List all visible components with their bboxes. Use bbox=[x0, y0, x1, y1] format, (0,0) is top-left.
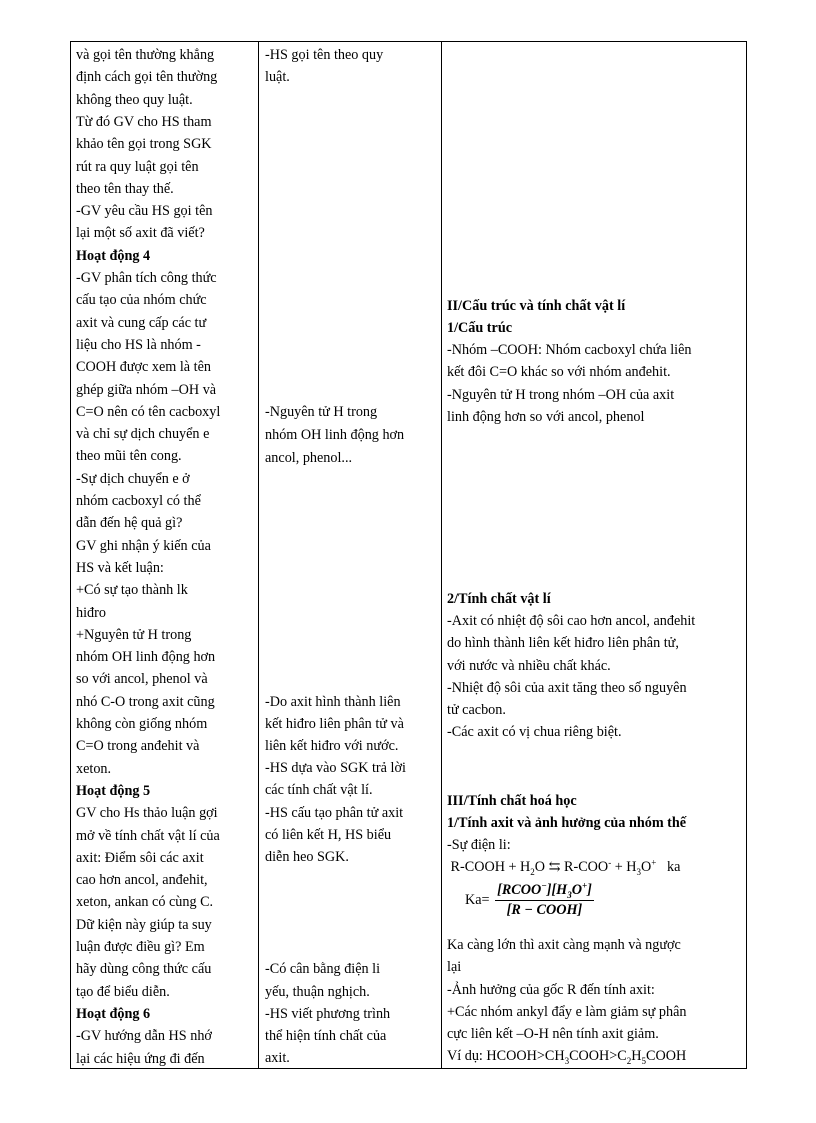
teacher-text-line: -GV phân tích công thức bbox=[76, 270, 217, 286]
teacher-text-line: HS và kết luận: bbox=[76, 559, 164, 576]
teacher-text-line: -GV hướng dẫn HS nhớ bbox=[76, 1028, 212, 1045]
content-text-line: do hình thành liên kết hiđro liên phân tử, bbox=[447, 635, 679, 651]
student-text-line: -HS dựa vào SGK trả lời bbox=[265, 760, 406, 776]
lesson-table bbox=[70, 41, 747, 1069]
teacher-text-line: -Sự dịch chuyển e ở bbox=[76, 470, 190, 487]
student-text-line: -HS gọi tên theo quy bbox=[265, 47, 384, 63]
student-activities-column bbox=[265, 42, 441, 1068]
content-text-line: tử cacbon. bbox=[447, 702, 506, 718]
teacher-text-line: xeton. bbox=[76, 760, 112, 777]
teacher-text-line: không theo quy luật. bbox=[76, 91, 193, 108]
teacher-text-line: axit và cung cấp các tư bbox=[76, 314, 207, 331]
student-text-line: axit. bbox=[265, 1050, 290, 1066]
content-text-line: kết đôi C=O khác so với nhóm anđehit. bbox=[447, 364, 671, 380]
teacher-text-line: mở về tính chất vật lí của bbox=[76, 827, 220, 844]
activity-heading: Hoạt động 4 bbox=[76, 247, 151, 264]
teacher-text-line: GV ghi nhận ý kiến của bbox=[76, 537, 211, 554]
activity-heading: Hoạt động 6 bbox=[76, 1005, 151, 1022]
activity-heading: Hoạt động 5 bbox=[76, 782, 151, 799]
content-text-line: cực liên kết –O-H nên tính axit giảm. bbox=[447, 1026, 659, 1042]
teacher-text-line: dẫn đến hệ quả gì? bbox=[76, 515, 183, 532]
teacher-text-line: GV cho Hs thảo luận gợi bbox=[76, 805, 218, 822]
content-text-line: lại bbox=[447, 959, 462, 975]
section-heading: II/Cấu trúc và tính chất vật lí bbox=[447, 298, 626, 314]
content-text-line: -Nguyên tử H trong nhóm –OH của axit bbox=[447, 387, 675, 403]
teacher-text-line: rút ra quy luật gọi tên bbox=[76, 158, 199, 175]
teacher-text-line: và gọi tên thường khẳng bbox=[76, 47, 215, 63]
teacher-text-line: COOH được xem là tên bbox=[76, 359, 211, 376]
teacher-text-line: nhóm OH linh động hơn bbox=[76, 649, 216, 666]
teacher-text-line: nhó C-O trong axit cũng bbox=[76, 693, 215, 710]
teacher-text-line: nhóm cacboxyl có thể bbox=[76, 493, 201, 509]
content-text-line: -Nhóm –COOH: Nhóm cacboxyl chứa liên bbox=[447, 342, 692, 358]
student-text-line: yếu, thuận nghịch. bbox=[265, 984, 370, 1000]
teacher-text-line: hiđro bbox=[76, 604, 106, 621]
content-text-line: -Sự điện li: bbox=[447, 837, 511, 853]
student-text-line: -Nguyên tử H trong bbox=[265, 404, 378, 420]
teacher-text-line: định cách gọi tên thường bbox=[76, 69, 218, 86]
section-heading: 1/Cấu trúc bbox=[447, 320, 513, 336]
teacher-text-line: luận được điều gì? Em bbox=[76, 939, 205, 955]
content-text-line: -Các axit có vị chua riêng biệt. bbox=[447, 724, 622, 740]
teacher-text-line: axit: Điểm sôi các axit bbox=[76, 849, 204, 866]
lesson-content-column bbox=[447, 42, 743, 1068]
student-text-line: các tính chất vật lí. bbox=[265, 782, 373, 798]
teacher-text-line: tạo để biểu diễn. bbox=[76, 983, 170, 1000]
section-heading: 1/Tính axit và ảnh hưởng của nhóm thế bbox=[447, 815, 687, 831]
teacher-text-line: +Có sự tạo thành lk bbox=[76, 582, 188, 599]
teacher-text-line: theo tên thay thế. bbox=[76, 180, 174, 197]
student-text-line: -Có cân bằng điện li bbox=[265, 961, 381, 977]
student-text-line: có liên kết H, HS biểu bbox=[265, 827, 392, 843]
student-text-line: -HS cấu tạo phân tử axit bbox=[265, 805, 404, 821]
teacher-text-line: so với ancol, phenol và bbox=[76, 671, 208, 688]
ionization-equation: R-COOH + $H_2O$ ⇆ $R-COO^- + H_3O^+$ ka bbox=[450, 857, 681, 877]
acid-strength-example: Ví dụ: $HCOOH>CH_3COOH>C_2H_5COOH$ bbox=[447, 1048, 687, 1066]
teacher-text-line: +Nguyên tử H trong bbox=[76, 626, 192, 643]
teacher-text-line: ghép giữa nhóm –OH và bbox=[76, 381, 217, 398]
teacher-text-line: Từ đó GV cho HS tham bbox=[76, 113, 212, 130]
teacher-text-line: lại một số axit đã viết? bbox=[76, 225, 205, 242]
content-text-line: linh động hơn so với ancol, phenol bbox=[447, 409, 645, 425]
student-text-line: ancol, phenol... bbox=[265, 450, 353, 466]
teacher-text-line: hãy dùng công thức cấu bbox=[76, 961, 212, 978]
teacher-text-line: theo mũi tên cong. bbox=[76, 448, 182, 465]
content-text-line: +Các nhóm ankyl đẩy e làm giảm sự phân bbox=[447, 1004, 687, 1020]
student-text-line: thể hiện tính chất của bbox=[265, 1028, 387, 1044]
student-text-line: diễn heo SGK. bbox=[265, 849, 349, 865]
student-text-line: kết hiđro liên phân tử và bbox=[265, 716, 404, 732]
teacher-activities-column bbox=[76, 42, 256, 1068]
student-text-line: liên kết hiđro với nước. bbox=[265, 738, 399, 754]
teacher-text-line: khảo tên gọi trong SGK bbox=[76, 136, 212, 153]
student-text-line: -Do axit hình thành liên bbox=[265, 694, 401, 710]
column-divider-1 bbox=[258, 42, 259, 1068]
column-divider-2 bbox=[441, 42, 442, 1068]
student-text-line: nhóm OH linh động hơn bbox=[265, 427, 405, 443]
teacher-text-line: cấu tạo của nhóm chức bbox=[76, 292, 207, 309]
teacher-text-line: xeton, ankan có cùng C. bbox=[76, 894, 214, 911]
section-heading: III/Tính chất hoá học bbox=[447, 793, 577, 809]
teacher-text-line: liệu cho HS là nhóm - bbox=[76, 336, 201, 353]
content-text-line: -Ảnh hưởng của gốc R đến tính axit: bbox=[447, 982, 655, 998]
teacher-text-line: lại các hiệu ứng đi đến bbox=[76, 1050, 205, 1067]
teacher-text-line: C=O trong anđehit và bbox=[76, 738, 200, 755]
content-text-line: -Nhiệt độ sôi của axit tăng theo số nguyên bbox=[447, 680, 687, 696]
content-text-line: Ka càng lớn thì axit càng mạnh và ngược bbox=[447, 937, 681, 953]
ka-formula: Ka= $\frac{[RCOO^-][H_3O^+]}{\text{[R − COOH]}}$ bbox=[465, 880, 592, 918]
student-text-line: -HS viết phương trình bbox=[265, 1006, 391, 1022]
section-heading: 2/Tính chất vật lí bbox=[447, 591, 551, 607]
teacher-text-line: cao hơn ancol, anđehit, bbox=[76, 872, 208, 889]
student-text-line: luật. bbox=[265, 69, 290, 85]
teacher-text-line: và chỉ sự dịch chuyển e bbox=[76, 426, 210, 443]
teacher-text-line: -GV yêu cầu HS gọi tên bbox=[76, 203, 213, 220]
content-text-line: -Axit có nhiệt độ sôi cao hơn ancol, anđehit bbox=[447, 613, 696, 629]
teacher-text-line: Dữ kiện này giúp ta suy bbox=[76, 916, 212, 933]
teacher-text-line: C=O nên có tên cacboxyl bbox=[76, 403, 221, 420]
content-text-line: với nước và nhiều chất khác. bbox=[447, 658, 611, 674]
teacher-text-line: không còn giống nhóm bbox=[76, 716, 208, 732]
